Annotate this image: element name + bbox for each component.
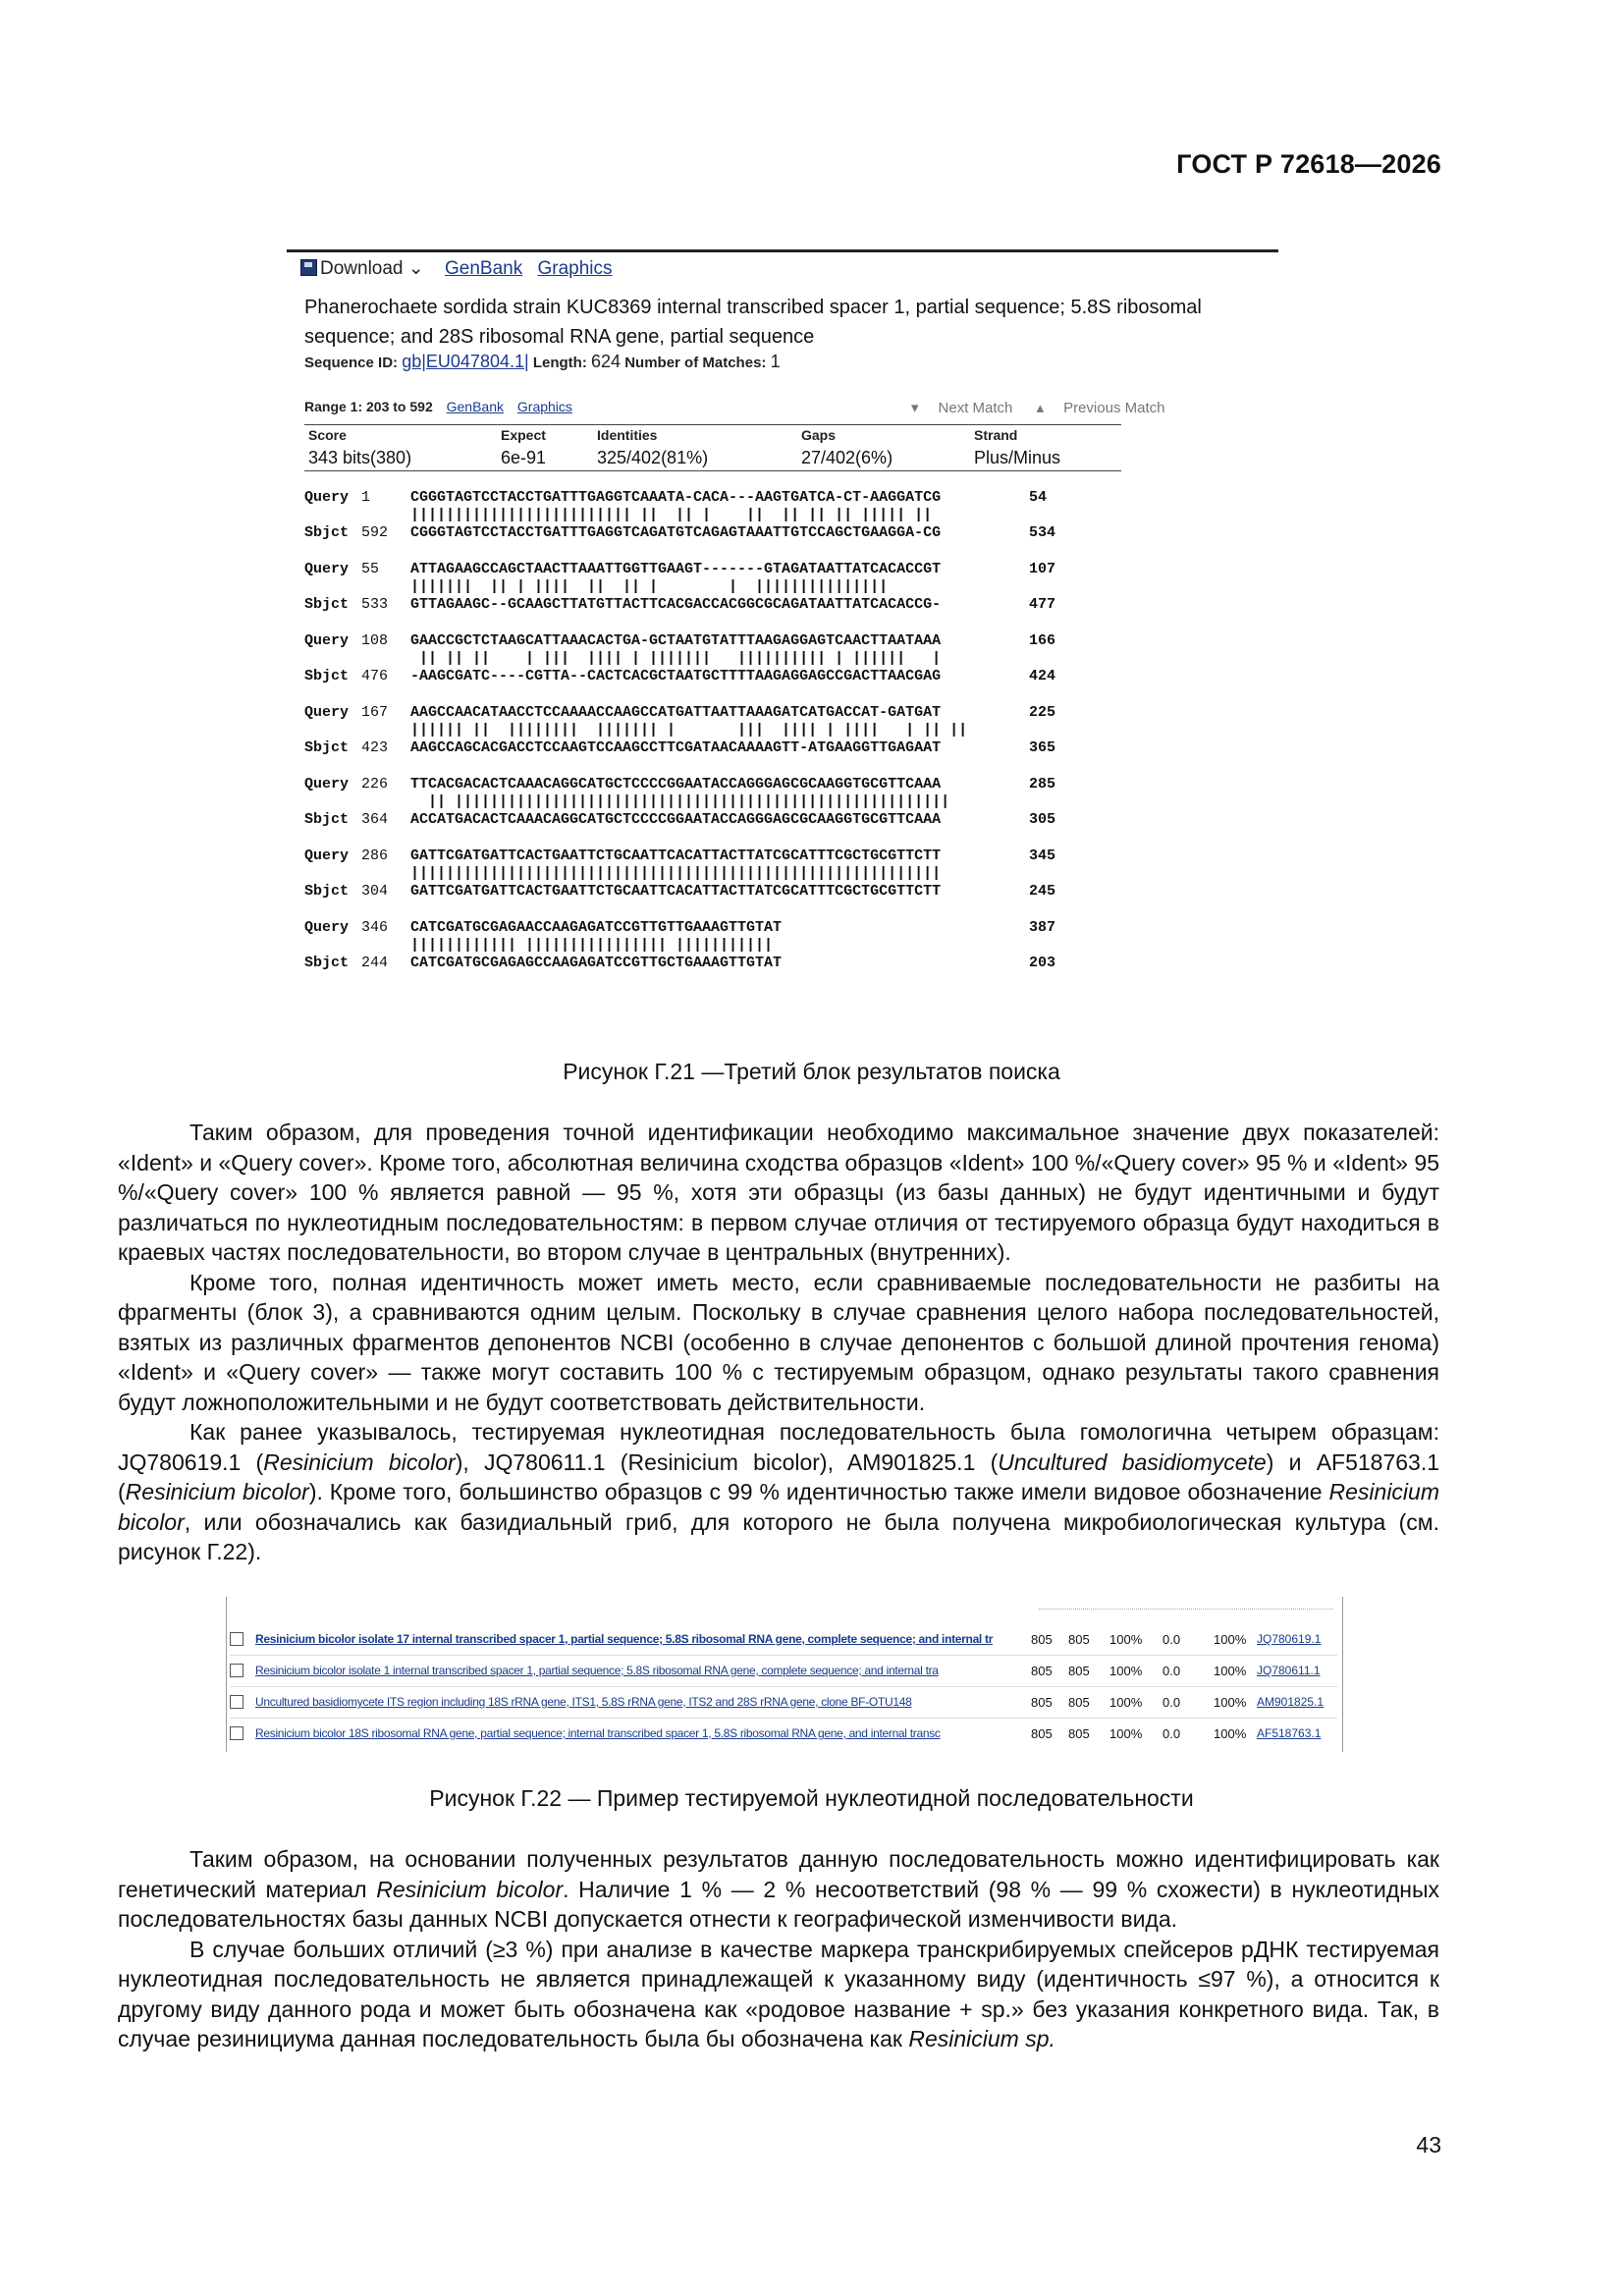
figure-21-caption: Рисунок Г.21 —Третий блок результатов поиска [563,1059,1060,1084]
query-start: 108 [361,632,389,649]
range-line [304,399,572,414]
text: Таким образом, на основании полученных результатов данную последовательность можно идентифицировать как генетический материал [118,1846,1439,1902]
value-strand: Plus/Minus [974,448,1061,467]
sbjct-start: 476 [361,668,389,684]
arrow-up-icon: ▴ [1036,400,1045,416]
arrow-down-icon: ▾ [911,400,919,416]
matches-value: 1 [770,352,781,371]
sbjct-sequence: CGGGTAGTCCTACCTGATTTGAGGTCAGATGTCAGAGTAAATTGTCCAGCTGAAGGA-CG [410,524,942,541]
match-bars: || || || | ||| |||| | ||||||| |||||||||| | |||||| | [410,650,942,667]
sbjct-start: 244 [361,955,389,971]
query-end: 107 [1029,561,1056,577]
query-sequence: CATCGATGCGAGAACCAAGAGATCCGTTGTTGAAAGTTGTAT [410,919,783,936]
score-table-values [304,445,1121,470]
paragraph [118,1417,1439,1567]
sbjct-row [304,883,1088,901]
sbjct-row [304,955,1088,972]
sbjct-row [304,524,1088,542]
hit-description-link[interactable]: Resinicium bicolor isolate 17 internal transcribed spacer 1, partial sequence; 5.8S ribosomal RNA gene, complete sequence; and internal tr [255,1632,994,1646]
query-cover: 100% [1109,1663,1143,1678]
hit-row [230,1689,1324,1715]
max-score: 805 [1031,1694,1053,1710]
column-header-strip [1039,1597,1333,1610]
query-end: 285 [1029,776,1056,793]
query-row [304,489,1088,507]
query-row [304,847,1088,865]
range-genbank-link[interactable]: GenBank [446,399,504,414]
e-value: 0.0 [1163,1725,1181,1741]
paragraph: Кроме того, полная идентичность может иметь место, если сравниваемые последовательности не разбиты на фрагменты (блок 3), а сравниваются одним целым. Поскольку в случае сравнения целого набора последовательностей, взятых из различных фрагментов депонентов NCBI (особенно в случае депонентов с большой длиной прочтения генома) «Ident» и «Query cover» — также могут составить 100 % с тестируемым образцом, однако результаты такого сравнения будут ложноположительными и не будут соответствовать действительности. [118,1269,1439,1415]
accession-link[interactable]: AF518763.1 [1257,1726,1322,1740]
query-row [304,704,1088,722]
query-row [304,632,1088,650]
query-cover: 100% [1109,1631,1143,1647]
alignment-block [304,847,1088,919]
header-identities: Identities [597,427,658,443]
hit-description-link[interactable]: Resinicium bicolor isolate 1 internal transcribed spacer 1, partial sequence; 5.8S ribosomal RNA gene, complete sequence; and internal tra [255,1664,939,1677]
hit-description-link[interactable]: Uncultured basidiomycete ITS region including 18S rRNA gene, ITS1, 5.8S rRNA gene, ITS2 and 28S rRNA gene, clone BF-OTU148 [255,1695,912,1709]
total-score: 805 [1068,1694,1090,1710]
query-row [304,561,1088,578]
header-strand: Strand [974,427,1018,443]
document-code: ГОСТ Р 72618—2026 [1176,149,1441,179]
text: , или обозначались как базидиальный гриб, для которого не была получена микробиологическая культура (см. рисунок Г.22). [118,1508,1439,1564]
score-table-header [304,425,1121,445]
sbjct-row [304,811,1088,829]
match-bars: |||||||||||||||||||||||||||||||||||||||||||||||||||||||||||| [410,865,942,882]
paragraph [118,1935,1439,2054]
identity: 100% [1214,1725,1247,1741]
query-start: 167 [361,704,389,721]
sbjct-label: Sbjct [304,668,350,684]
hit-description-link[interactable]: Resinicium bicolor 18S ribosomal RNA gene, partial sequence; internal transcribed spacer 1, 5.8S ribosomal RNA gene, and internal transc [255,1726,941,1740]
query-row [304,776,1088,793]
sbjct-row [304,668,1088,685]
sequence-id-link[interactable]: gb|EU047804.1| [402,352,529,371]
figure-22-caption: Рисунок Г.22 — Пример тестируемой нуклеотидной последовательности [429,1785,1194,1811]
sequence-id-label: Sequence ID: [304,355,399,371]
paragraph: Таким образом, для проведения точной идентификации необходимо максимальное значение двух показателей: «Ident» и «Query cover». Кроме того, абсолютная величина сходства образцов «Ident» 100 %/«Query cover» 95 % и «Ident» 95 %/«Query cover» 100 % является равной — 95 %, хотя эти образцы (из базы данных) не будут идентичными и будут различаться по нуклеотидным последовательностям: в первом случае отличия от тестируемого образца будут находиться в краевых частях последовательности, во втором случае в центральных (внутренних). [118,1120,1439,1265]
query-row [304,919,1088,937]
hit-checkbox[interactable] [230,1632,243,1646]
query-sequence: AAGCCAACATAACCTCCAAAACCAAGCCATGATTAATTAAAGATCATGACCAT-GATGAT [410,704,942,721]
alignment-block [304,919,1088,991]
match-navigation [905,399,1178,416]
query-label: Query [304,489,350,506]
previous-match-link[interactable]: Previous Match [1063,400,1165,416]
body-text-2 [118,1844,1439,2054]
sbjct-label: Sbjct [304,739,350,756]
sbjct-label: Sbjct [304,524,350,541]
text: ), JQ780611.1 (Resinicium bicolor), AM901825.1 ( [455,1449,999,1475]
max-score: 805 [1031,1631,1053,1647]
alignment-block [304,489,1088,561]
query-sequence: ATTAGAAGCCAGCTAACTTAAATTGGTTGAAGT-------GTAGATAATTATCACACCGT [410,561,942,577]
query-sequence: GAACCGCTCTAAGCATTAAACACTGA-GCTAATGTATTTAAGAGGAGTCAACTTAATAAA [410,632,942,649]
figure-hit-list [224,1597,1343,1752]
sequence-id-line [304,352,781,372]
paragraph [118,1844,1439,1935]
text: В случае больших отличий (≥3 %) при анализе в качестве маркера транскрибируемых спейсеров рДНК тестируемая нуклеотидная последовательность не является принадлежащей к указанному виду (идентичность ≤97 %), а относится к другому виду данного рода и может быть обозначена как «родовое название + sp.» без указания конкретного вида. Так, в случае резинициума данная последовательность была бы обозначена как [118,1936,1439,2051]
match-bars: || |||||||||||||||||||||||||||||||||||||||||||||||||||||||| [410,793,950,810]
query-label: Query [304,847,350,864]
species-name: Uncultured basidiomycete [998,1449,1267,1475]
sbjct-label: Sbjct [304,955,350,971]
sbjct-sequence: -AAGCGATC----CGTTA--CACTCACGCTAATGCTTTTAAGAGGAGCCGACTTAACGAG [410,668,942,684]
accession-link[interactable]: JQ780611.1 [1257,1664,1321,1677]
query-end: 166 [1029,632,1056,649]
text: Как ранее указывалось, тестируемая нуклеотидная последовательность была гомологична четырем образцам: JQ780619.1 ( [118,1419,1439,1475]
accession-link[interactable]: JQ780619.1 [1257,1632,1322,1646]
text: ). Кроме того, большинство образцов с 99 % идентичностью также имели видовое обозначение [308,1479,1329,1504]
sbjct-end: 424 [1029,668,1056,684]
hit-checkbox[interactable] [230,1726,243,1740]
alignment-block [304,632,1088,704]
sbjct-end: 365 [1029,739,1056,756]
hit-checkbox[interactable] [230,1695,243,1709]
sbjct-end: 477 [1029,596,1056,613]
e-value: 0.0 [1163,1694,1181,1710]
e-value: 0.0 [1163,1631,1181,1647]
value-identities: 325/402(81%) [597,448,709,467]
divider [287,249,1278,252]
query-label: Query [304,704,350,721]
query-label: Query [304,776,350,793]
alignment-block [304,561,1088,632]
sbjct-sequence: CATCGATGCGAGAGCCAAGAGATCCGTTGCTGAAAGTTGTAT [410,955,783,971]
sbjct-sequence: GATTCGATGATTCACTGAATTCTGCAATTCACATTACTTATCGCATTTCGCTGCGTTCTT [410,883,942,900]
sbjct-sequence: GTTAGAAGC--GCAAGCTTATGTTACTTCACGACCACGGCGCAGATAATTATCACACCG- [410,596,942,613]
query-end: 345 [1029,847,1056,864]
row-divider [230,1718,1337,1719]
query-start: 55 [361,561,380,577]
header-expect: Expect [501,427,546,443]
query-end: 387 [1029,919,1056,936]
score-table [304,424,1121,471]
sbjct-row [304,739,1088,757]
header-score: Score [308,427,347,443]
query-end: 54 [1029,489,1048,506]
sbjct-end: 203 [1029,955,1056,971]
species-name: Resinicium bicolor [263,1449,456,1475]
query-label: Query [304,561,350,577]
hit-row [230,1721,1321,1746]
query-start: 1 [361,489,371,506]
sbjct-start: 533 [361,596,389,613]
species-name: Resinicium bicolor [125,1479,309,1504]
row-divider [230,1655,1337,1656]
identity: 100% [1214,1631,1247,1647]
e-value: 0.0 [1163,1663,1181,1678]
result-toolbar [300,257,613,280]
genbank-link[interactable]: GenBank [444,258,523,279]
query-label: Query [304,632,350,649]
query-sequence: TTCACGACACTCAAACAGGCATGCTCCCCGGAATACCAGGGAGCGCAAGGTGCGTTCAAA [410,776,942,793]
query-label: Query [304,919,350,936]
match-bars: |||||| || |||||||| ||||||| | ||| |||| | |||| | || || [410,722,968,738]
sbjct-start: 592 [361,524,389,541]
query-sequence: CGGGTAGTCCTACCTGATTTGAGGTCAAATA-CACA---AAGTGATCA-CT-AAGGATCG [410,489,942,506]
sbjct-row [304,596,1088,614]
body-text-1 [118,1118,1439,1567]
range-label: Range 1: 203 to 592 [304,399,433,414]
match-bars: ||||||||||||||||||||||||| || || | || || || || ||||| || [410,507,933,523]
matches-label: Number of Matches: [624,355,767,371]
sbjct-end: 305 [1029,811,1056,828]
query-sequence: GATTCGATGATTCACTGAATTCTGCAATTCACATTACTTATCGCATTTCGCTGCGTTCTT [410,847,942,864]
identity: 100% [1214,1694,1247,1710]
header-gaps: Gaps [801,427,837,443]
query-cover: 100% [1109,1694,1143,1710]
range-graphics-link[interactable]: Graphics [516,399,572,414]
page-number: 43 [1416,2132,1441,2158]
value-score: 343 bits(380) [308,448,412,467]
sbjct-end: 534 [1029,524,1056,541]
sbjct-start: 364 [361,811,389,828]
alignment-blocks [304,489,1088,991]
species-name: Resinicium sp. [908,2026,1055,2051]
total-score: 805 [1068,1631,1090,1647]
length-value: 624 [591,352,622,371]
figure-blast-alignment [287,244,1278,990]
sbjct-sequence: ACCATGACACTCAAACAGGCATGCTCCCCGGAATACCAGGGAGCGCAAGGTGCGTTCAAA [410,811,942,828]
save-icon [300,259,317,276]
text: ) и AF518763.1 ( [118,1449,1440,1504]
accession-link[interactable]: AM901825.1 [1257,1695,1325,1709]
value-expect: 6e-91 [501,448,547,467]
hit-row [230,1626,1321,1652]
query-cover: 100% [1109,1725,1143,1741]
hit-row [230,1658,1321,1683]
alignment-block [304,776,1088,847]
sbjct-sequence: AAGCCAGCACGACCTCCAAGTCCAAGCCTTCGATAACAAAAGTT-ATGAAGGTTGAGAAT [410,739,942,756]
query-start: 226 [361,776,389,793]
download-menu[interactable]: Download [320,258,404,279]
total-score: 805 [1068,1663,1090,1678]
match-bars: ||||||| || | |||| || || | | ||||||||||||||| [410,578,889,595]
total-score: 805 [1068,1725,1090,1741]
max-score: 805 [1031,1725,1053,1741]
species-name: Resinicium bicolor [376,1876,564,1902]
query-start: 346 [361,919,389,936]
row-divider [230,1686,1337,1687]
next-match-link[interactable]: Next Match [938,400,1013,416]
match-bars: |||||||||||| |||||||||||||||| ||||||||||| [410,937,774,954]
chevron-down-icon[interactable]: ⌄ [407,258,424,279]
value-gaps: 27/402(6%) [801,448,893,467]
sbjct-end: 245 [1029,883,1056,900]
sbjct-start: 304 [361,883,389,900]
max-score: 805 [1031,1663,1053,1678]
identity: 100% [1214,1663,1247,1678]
sbjct-label: Sbjct [304,883,350,900]
sbjct-start: 423 [361,739,389,756]
query-end: 225 [1029,704,1056,721]
graphics-link[interactable]: Graphics [537,258,613,279]
sbjct-label: Sbjct [304,811,350,828]
length-label: Length: [532,355,587,371]
sbjct-label: Sbjct [304,596,350,613]
hit-checkbox[interactable] [230,1664,243,1677]
alignment-block [304,704,1088,776]
sequence-title: Phanerochaete sordida strain KUC8369 internal transcribed spacer 1, partial sequence; 5.8S ribosomal sequence; and 28S ribosomal RNA gene, partial sequence [304,297,1202,348]
query-start: 286 [361,847,389,864]
species-name: Resinicium bicolor [118,1479,1439,1535]
text: . Наличие 1 % — 2 % несоответствий (98 % — 99 % схожести) в нуклеотидных последовательностях базы данных NCBI допускается отнести к географической изменчивости вида. [118,1876,1439,1932]
